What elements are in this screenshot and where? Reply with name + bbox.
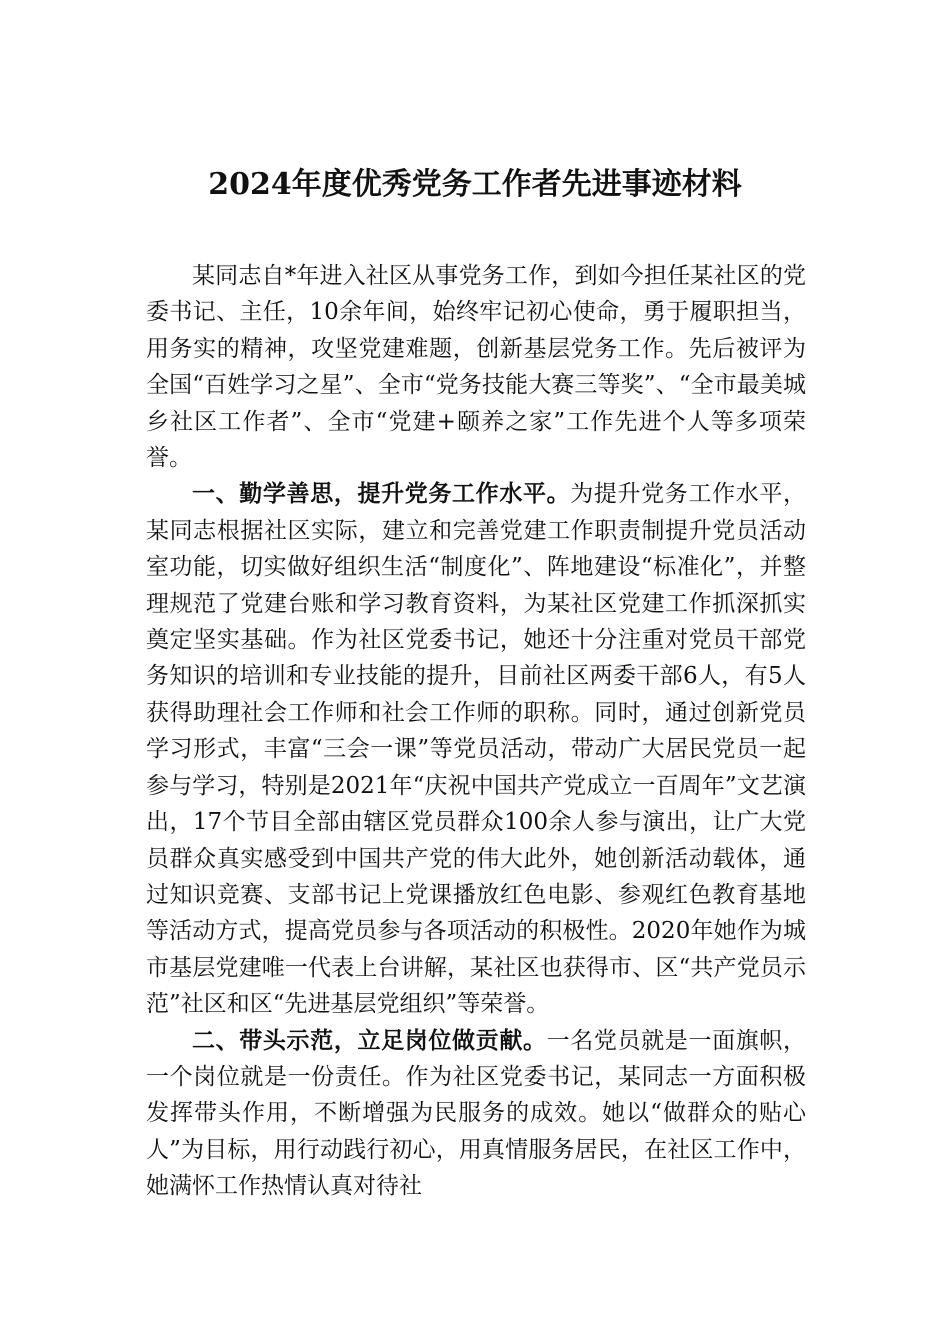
section-heading: 一、勤学善思，提升党务工作水平。	[192, 481, 571, 508]
paragraph-text: 某同志自*年进入社区从事党务工作，到如今担任某社区的党委书记、主任，10余年间，始终牢记初心使命，勇于履职担当，用务实的精神，攻坚党建难题，创新基层党务工作。先后被评为全国“百姓学习之星”、全市“党务技能大赛三等奖”、“全市最美城乡社区工作者”、全市“党建+颐养之家”工作先进个人等多项荣誉。	[146, 263, 806, 472]
document-title: 2024年度优秀党务工作者先进事迹材料	[208, 167, 742, 202]
intro-paragraph	[146, 258, 806, 476]
section-one-paragraph	[146, 476, 806, 1022]
section-two-paragraph	[146, 1023, 806, 1205]
paragraph-text: 为提升党务工作水平，某同志根据社区实际，建立和完善党建工作职责制提升党员活动室功能，切实做好组织生活“制度化”、阵地建设“标准化”，并整理规范了党建台账和学习教育资料，为某社区党建工作抓深抓实奠定坚实基础。作为社区党委书记，她还十分注重对党员干部党务知识的培训和专业技能的提升，目前社区两委干部6人，有5人获得助理社会工作师和社会工作师的职称。同时，通过创新党员学习形式，丰富“三会一课”等党员活动，带动广大居民党员一起参与学习，特别是2021年“庆祝中国共产党成立一百周年”文艺演出，17个节目全部由辖区党员群众100余人参与演出，让广大党员群众真实感受到中国共产党的伟大此外，她创新活动载体，通过知识竞赛、支部书记上党课播放红色电影、参观红色教育基地等活动方式，提高党员参与各项活动的积极性。2020年她作为城市基层党建唯一代表上台讲解，某社区也获得市、区“共产党员示范”社区和区“先进基层党组织”等荣誉。	[146, 481, 807, 1018]
paragraph-text: 一名党员就是一面旗帜，一个岗位就是一份责任。作为社区党委书记，某同志一方面积极发挥带头作用，不断增强为民服务的成效。她以“做群众的贴心人”为目标，用行动践行初心，用真情服务居民，在社区工作中，她满怀工作热情认真对待社	[146, 1027, 807, 1200]
section-heading: 二、带头示范，立足岗位做贡献。	[192, 1027, 547, 1054]
document-body	[146, 258, 806, 1205]
